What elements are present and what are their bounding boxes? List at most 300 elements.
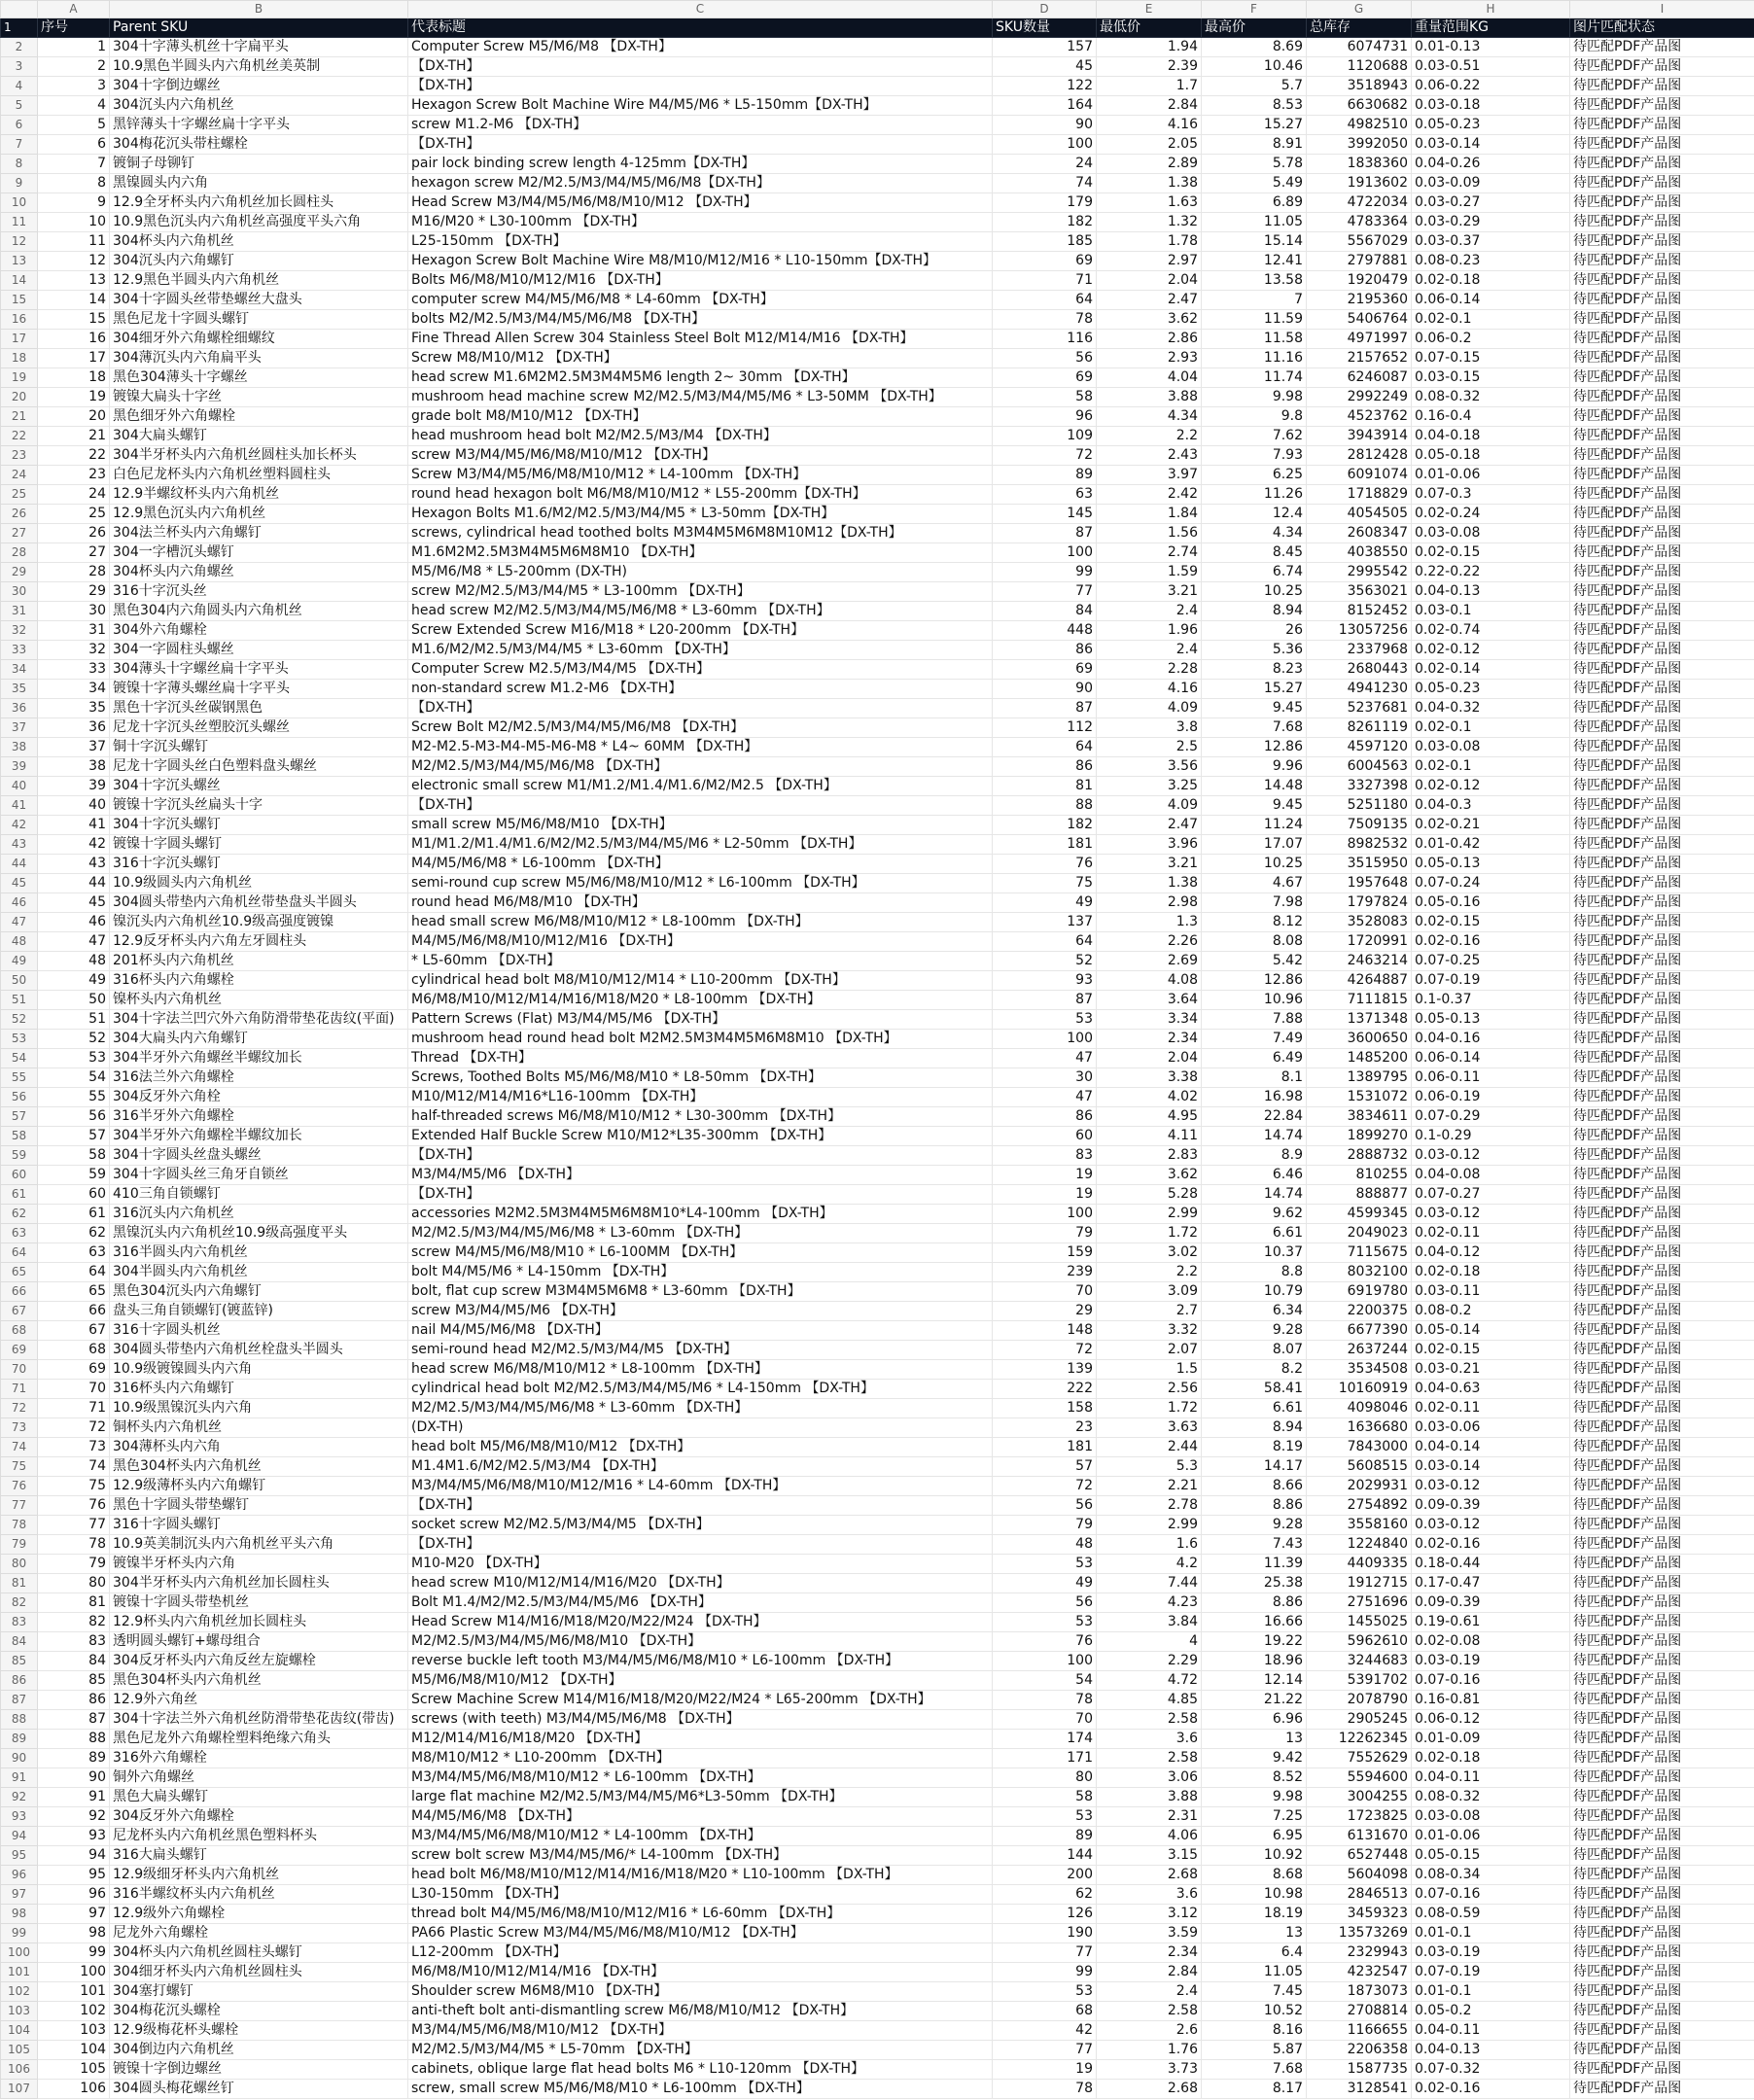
cell-total-stock[interactable]: 7115675	[1307, 1243, 1412, 1263]
cell-image-status[interactable]: 待匹配PDF产品图	[1570, 1166, 1754, 1185]
column-letter-e[interactable]: E	[1097, 1, 1202, 18]
cell-sku-count[interactable]: 60	[993, 1127, 1097, 1146]
cell-min-price[interactable]: 2.56	[1097, 1380, 1202, 1399]
cell-sku-count[interactable]: 19	[993, 1185, 1097, 1205]
cell-total-stock[interactable]: 3558160	[1307, 1516, 1412, 1535]
cell-total-stock[interactable]: 3943914	[1307, 427, 1412, 446]
row-number[interactable]: 13	[1, 252, 38, 271]
cell-total-stock[interactable]: 3563021	[1307, 582, 1412, 602]
cell-weight-range[interactable]: 0.03-0.08	[1412, 524, 1570, 543]
cell-weight-range[interactable]: 0.19-0.61	[1412, 1613, 1570, 1632]
cell-image-status[interactable]: 待匹配PDF产品图	[1570, 718, 1754, 738]
cell-weight-range[interactable]: 0.03-0.21	[1412, 1360, 1570, 1380]
row-number[interactable]: 79	[1, 1535, 38, 1555]
cell-image-status[interactable]: 待匹配PDF产品图	[1570, 932, 1754, 952]
cell-total-stock[interactable]: 1389795	[1307, 1068, 1412, 1088]
cell-weight-range[interactable]: 0.02-0.74	[1412, 621, 1570, 641]
cell-sku-count[interactable]: 19	[993, 1166, 1097, 1185]
cell-image-status[interactable]: 待匹配PDF产品图	[1570, 135, 1754, 155]
cell-max-price[interactable]: 10.25	[1202, 582, 1307, 602]
cell-min-price[interactable]: 2.86	[1097, 330, 1202, 349]
cell-weight-range[interactable]: 0.08-0.23	[1412, 252, 1570, 271]
cell-parent-sku[interactable]: 304十字法兰外六角机丝防滑带垫花齿纹(带齿)	[110, 1710, 408, 1730]
cell-sku-count[interactable]: 79	[993, 1224, 1097, 1243]
cell-max-price[interactable]: 10.96	[1202, 991, 1307, 1010]
cell-image-status[interactable]: 待匹配PDF产品图	[1570, 1905, 1754, 1924]
cell-parent-sku[interactable]: 黑色304内六角圆头内六角机丝	[110, 602, 408, 621]
cell-min-price[interactable]: 2.31	[1097, 1807, 1202, 1827]
row-number[interactable]: 81	[1, 1574, 38, 1593]
cell-index[interactable]: 24	[38, 485, 110, 505]
cell-total-stock[interactable]: 6630682	[1307, 96, 1412, 116]
row-number[interactable]: 106	[1, 2060, 38, 2080]
cell-total-stock[interactable]: 4722034	[1307, 193, 1412, 213]
cell-total-stock[interactable]: 1957648	[1307, 874, 1412, 893]
row-number[interactable]: 56	[1, 1088, 38, 1107]
cell-weight-range[interactable]: 0.03-0.19	[1412, 1652, 1570, 1671]
cell-min-price[interactable]: 3.59	[1097, 1924, 1202, 1943]
cell-title[interactable]: Screw Bolt M2/M2.5/M3/M4/M5/M6/M8 【DX-TH】	[408, 718, 993, 738]
cell-max-price[interactable]: 14.48	[1202, 777, 1307, 796]
cell-max-price[interactable]: 6.61	[1202, 1224, 1307, 1243]
cell-sku-count[interactable]: 53	[993, 1010, 1097, 1030]
cell-weight-range[interactable]: 0.18-0.44	[1412, 1555, 1570, 1574]
cell-sku-count[interactable]: 99	[993, 563, 1097, 582]
cell-max-price[interactable]: 11.05	[1202, 213, 1307, 232]
cell-sku-count[interactable]: 78	[993, 2080, 1097, 2099]
cell-sku-count[interactable]: 145	[993, 505, 1097, 524]
cell-weight-range[interactable]: 0.01-0.06	[1412, 466, 1570, 485]
cell-sku-count[interactable]: 190	[993, 1924, 1097, 1943]
cell-min-price[interactable]: 2.74	[1097, 543, 1202, 563]
cell-min-price[interactable]: 3.62	[1097, 1166, 1202, 1185]
cell-index[interactable]: 7	[38, 155, 110, 174]
cell-max-price[interactable]: 10.92	[1202, 1846, 1307, 1866]
cell-total-stock[interactable]: 2463214	[1307, 952, 1412, 971]
cell-index[interactable]: 49	[38, 971, 110, 991]
cell-title[interactable]: round head M6/M8/M10 【DX-TH】	[408, 893, 993, 913]
row-number[interactable]: 71	[1, 1380, 38, 1399]
cell-weight-range[interactable]: 0.04-0.3	[1412, 796, 1570, 816]
cell-weight-range[interactable]: 0.01-0.1	[1412, 1924, 1570, 1943]
cell-sku-count[interactable]: 62	[993, 1885, 1097, 1905]
cell-sku-count[interactable]: 89	[993, 466, 1097, 485]
cell-min-price[interactable]: 3.21	[1097, 582, 1202, 602]
header-cell-image-status[interactable]: 图片匹配状态	[1570, 18, 1754, 38]
cell-total-stock[interactable]: 3244683	[1307, 1652, 1412, 1671]
cell-image-status[interactable]: 待匹配PDF产品图	[1570, 1807, 1754, 1827]
cell-max-price[interactable]: 15.27	[1202, 680, 1307, 699]
cell-min-price[interactable]: 1.78	[1097, 232, 1202, 252]
cell-parent-sku[interactable]: 黑镍圆头内六角	[110, 174, 408, 193]
cell-weight-range[interactable]: 0.02-0.15	[1412, 913, 1570, 932]
cell-weight-range[interactable]: 0.04-0.11	[1412, 1768, 1570, 1788]
row-number[interactable]: 57	[1, 1107, 38, 1127]
cell-parent-sku[interactable]: 尼龙杯头内六角机丝黑色塑料杯头	[110, 1827, 408, 1846]
cell-sku-count[interactable]: 74	[993, 174, 1097, 193]
cell-parent-sku[interactable]: 304半牙杯头内六角机丝加长圆柱头	[110, 1574, 408, 1593]
cell-title[interactable]: 【DX-TH】	[408, 699, 993, 718]
cell-title[interactable]: pair lock binding screw length 4-125mm【DX-TH】	[408, 155, 993, 174]
cell-parent-sku[interactable]: 尼龙十字圆头丝白色塑料盘头螺丝	[110, 757, 408, 777]
cell-max-price[interactable]: 5.36	[1202, 641, 1307, 660]
cell-total-stock[interactable]: 1913602	[1307, 174, 1412, 193]
cell-min-price[interactable]: 2.4	[1097, 602, 1202, 621]
cell-index[interactable]: 93	[38, 1827, 110, 1846]
cell-parent-sku[interactable]: 10.9黑色半圆头内六角机丝美英制	[110, 57, 408, 77]
cell-weight-range[interactable]: 0.09-0.39	[1412, 1496, 1570, 1516]
cell-total-stock[interactable]: 888877	[1307, 1185, 1412, 1205]
cell-title[interactable]: electronic small screw M1/M1.2/M1.4/M1.6/M2/M2.5 【DX-TH】	[408, 777, 993, 796]
cell-parent-sku[interactable]: 12.9杯头内六角机丝加长圆柱头	[110, 1613, 408, 1632]
cell-index[interactable]: 89	[38, 1749, 110, 1768]
cell-sku-count[interactable]: 45	[993, 57, 1097, 77]
cell-max-price[interactable]: 14.74	[1202, 1185, 1307, 1205]
cell-min-price[interactable]: 1.72	[1097, 1399, 1202, 1418]
cell-max-price[interactable]: 5.49	[1202, 174, 1307, 193]
cell-weight-range[interactable]: 0.17-0.47	[1412, 1574, 1570, 1593]
cell-parent-sku[interactable]: 304细牙杯头内六角机丝圆柱头	[110, 1963, 408, 1982]
cell-parent-sku[interactable]: 304半牙杯头内六角机丝圆柱头加长杯头	[110, 446, 408, 466]
row-number[interactable]: 95	[1, 1846, 38, 1866]
row-number[interactable]: 107	[1, 2080, 38, 2099]
cell-parent-sku[interactable]: 316大扁头螺钉	[110, 1846, 408, 1866]
row-number[interactable]: 25	[1, 485, 38, 505]
cell-sku-count[interactable]: 49	[993, 1574, 1097, 1593]
cell-title[interactable]: Shoulder screw M6M8/M10 【DX-TH】	[408, 1982, 993, 2002]
cell-sku-count[interactable]: 100	[993, 1030, 1097, 1049]
cell-weight-range[interactable]: 0.02-0.08	[1412, 1632, 1570, 1652]
cell-image-status[interactable]: 待匹配PDF产品图	[1570, 1963, 1754, 1982]
cell-parent-sku[interactable]: 304一字槽沉头螺钉	[110, 543, 408, 563]
cell-weight-range[interactable]: 0.04-0.13	[1412, 582, 1570, 602]
cell-total-stock[interactable]: 5391702	[1307, 1671, 1412, 1691]
cell-image-status[interactable]: 待匹配PDF产品图	[1570, 1205, 1754, 1224]
cell-sku-count[interactable]: 144	[993, 1846, 1097, 1866]
cell-index[interactable]: 14	[38, 291, 110, 310]
cell-min-price[interactable]: 3.34	[1097, 1010, 1202, 1030]
row-number[interactable]: 77	[1, 1496, 38, 1516]
cell-image-status[interactable]: 待匹配PDF产品图	[1570, 271, 1754, 291]
cell-title[interactable]: M3/M4/M5/M6 【DX-TH】	[408, 1166, 993, 1185]
cell-parent-sku[interactable]: 白色尼龙杯头内六角机丝塑料圆柱头	[110, 466, 408, 485]
cell-title[interactable]: mushroom head round head bolt M2M2.5M3M4M5M6M8M10 【DX-TH】	[408, 1030, 993, 1049]
cell-min-price[interactable]: 1.56	[1097, 524, 1202, 543]
cell-index[interactable]: 45	[38, 893, 110, 913]
cell-index[interactable]: 12	[38, 252, 110, 271]
cell-image-status[interactable]: 待匹配PDF产品图	[1570, 252, 1754, 271]
cell-max-price[interactable]: 11.05	[1202, 1963, 1307, 1982]
cell-sku-count[interactable]: 100	[993, 1652, 1097, 1671]
cell-max-price[interactable]: 11.58	[1202, 330, 1307, 349]
cell-max-price[interactable]: 8.86	[1202, 1593, 1307, 1613]
cell-image-status[interactable]: 待匹配PDF产品图	[1570, 1399, 1754, 1418]
cell-min-price[interactable]: 3.62	[1097, 310, 1202, 330]
cell-sku-count[interactable]: 75	[993, 874, 1097, 893]
cell-total-stock[interactable]: 2995542	[1307, 563, 1412, 582]
cell-index[interactable]: 3	[38, 77, 110, 96]
cell-index[interactable]: 72	[38, 1418, 110, 1438]
cell-total-stock[interactable]: 3534508	[1307, 1360, 1412, 1380]
cell-index[interactable]: 91	[38, 1788, 110, 1807]
cell-sku-count[interactable]: 56	[993, 1593, 1097, 1613]
cell-parent-sku[interactable]: 黑色304沉头内六角螺钉	[110, 1282, 408, 1302]
cell-image-status[interactable]: 待匹配PDF产品图	[1570, 835, 1754, 855]
cell-index[interactable]: 69	[38, 1360, 110, 1380]
cell-total-stock[interactable]: 5594600	[1307, 1768, 1412, 1788]
cell-min-price[interactable]: 2.34	[1097, 1030, 1202, 1049]
cell-index[interactable]: 84	[38, 1652, 110, 1671]
cell-max-price[interactable]: 8.07	[1202, 1341, 1307, 1360]
cell-image-status[interactable]: 待匹配PDF产品图	[1570, 1302, 1754, 1321]
cell-sku-count[interactable]: 48	[993, 1535, 1097, 1555]
cell-title[interactable]: cabinets, oblique large flat head bolts M6 * L10-120mm 【DX-TH】	[408, 2060, 993, 2080]
cell-index[interactable]: 73	[38, 1438, 110, 1457]
row-number[interactable]: 7	[1, 135, 38, 155]
cell-max-price[interactable]: 8.08	[1202, 932, 1307, 952]
cell-max-price[interactable]: 7.43	[1202, 1535, 1307, 1555]
cell-weight-range[interactable]: 0.07-0.25	[1412, 952, 1570, 971]
cell-min-price[interactable]: 3.96	[1097, 835, 1202, 855]
cell-sku-count[interactable]: 69	[993, 368, 1097, 388]
cell-index[interactable]: 13	[38, 271, 110, 291]
row-number[interactable]: 2	[1, 38, 38, 57]
row-number[interactable]: 38	[1, 738, 38, 757]
cell-parent-sku[interactable]: 铜十字沉头螺钉	[110, 738, 408, 757]
cell-min-price[interactable]: 2.58	[1097, 1749, 1202, 1768]
cell-max-price[interactable]: 11.16	[1202, 349, 1307, 368]
header-cell-total-stock[interactable]: 总库存	[1307, 18, 1412, 38]
cell-title[interactable]: Screw Machine Screw M14/M16/M18/M20/M22/M24 * L65-200mm 【DX-TH】	[408, 1691, 993, 1710]
cell-min-price[interactable]: 3.15	[1097, 1846, 1202, 1866]
cell-parent-sku[interactable]: 304大扁头螺钉	[110, 427, 408, 446]
cell-weight-range[interactable]: 0.02-0.18	[1412, 1749, 1570, 1768]
cell-index[interactable]: 48	[38, 952, 110, 971]
row-number[interactable]: 46	[1, 893, 38, 913]
cell-min-price[interactable]: 1.72	[1097, 1224, 1202, 1243]
cell-index[interactable]: 44	[38, 874, 110, 893]
cell-parent-sku[interactable]: 316十字沉头螺钉	[110, 855, 408, 874]
cell-weight-range[interactable]: 0.07-0.32	[1412, 2060, 1570, 2080]
cell-index[interactable]: 94	[38, 1846, 110, 1866]
cell-weight-range[interactable]: 0.05-0.13	[1412, 855, 1570, 874]
cell-min-price[interactable]: 4.11	[1097, 1127, 1202, 1146]
column-letter-a[interactable]: A	[38, 1, 110, 18]
cell-min-price[interactable]: 4.95	[1097, 1107, 1202, 1127]
cell-image-status[interactable]: 待匹配PDF产品图	[1570, 1710, 1754, 1730]
cell-weight-range[interactable]: 0.05-0.23	[1412, 680, 1570, 699]
cell-image-status[interactable]: 待匹配PDF产品图	[1570, 757, 1754, 777]
cell-total-stock[interactable]: 3600650	[1307, 1030, 1412, 1049]
row-number[interactable]: 74	[1, 1438, 38, 1457]
cell-max-price[interactable]: 12.86	[1202, 971, 1307, 991]
cell-title[interactable]: Hexagon Screw Bolt Machine Wire M8/M10/M12/M16 * L10-150mm【DX-TH】	[408, 252, 993, 271]
cell-total-stock[interactable]: 4098046	[1307, 1399, 1412, 1418]
cell-total-stock[interactable]: 2751696	[1307, 1593, 1412, 1613]
cell-sku-count[interactable]: 76	[993, 855, 1097, 874]
row-number[interactable]: 20	[1, 388, 38, 407]
cell-max-price[interactable]: 6.25	[1202, 466, 1307, 485]
cell-index[interactable]: 29	[38, 582, 110, 602]
cell-parent-sku[interactable]: 镍杯头内六角机丝	[110, 991, 408, 1010]
cell-max-price[interactable]: 7.62	[1202, 427, 1307, 446]
cell-index[interactable]: 63	[38, 1243, 110, 1263]
cell-parent-sku[interactable]: 12.9黑色沉头内六角机丝	[110, 505, 408, 524]
cell-parent-sku[interactable]: 铜杯头内六角机丝	[110, 1418, 408, 1438]
cell-weight-range[interactable]: 0.04-0.08	[1412, 1166, 1570, 1185]
cell-weight-range[interactable]: 0.05-0.14	[1412, 1321, 1570, 1341]
cell-image-status[interactable]: 待匹配PDF产品图	[1570, 738, 1754, 757]
cell-parent-sku[interactable]: 304圆头梅花螺丝钉	[110, 2080, 408, 2099]
cell-total-stock[interactable]: 7552629	[1307, 1749, 1412, 1768]
cell-index[interactable]: 22	[38, 446, 110, 466]
cell-total-stock[interactable]: 2992249	[1307, 388, 1412, 407]
cell-image-status[interactable]: 待匹配PDF产品图	[1570, 777, 1754, 796]
cell-max-price[interactable]: 13	[1202, 1730, 1307, 1749]
cell-title[interactable]: head screw M1.6M2M2.5M3M4M5M6 length 2~ 30mm 【DX-TH】	[408, 368, 993, 388]
cell-title[interactable]: M1.6/M2/M2.5/M3/M4/M5 * L3-60mm 【DX-TH】	[408, 641, 993, 660]
cell-index[interactable]: 77	[38, 1516, 110, 1535]
cell-image-status[interactable]: 待匹配PDF产品图	[1570, 2002, 1754, 2021]
cell-sku-count[interactable]: 157	[993, 38, 1097, 57]
cell-total-stock[interactable]: 7111815	[1307, 991, 1412, 1010]
cell-index[interactable]: 55	[38, 1088, 110, 1107]
cell-index[interactable]: 87	[38, 1710, 110, 1730]
cell-weight-range[interactable]: 0.07-0.16	[1412, 1885, 1570, 1905]
cell-max-price[interactable]: 9.98	[1202, 388, 1307, 407]
row-number[interactable]: 37	[1, 718, 38, 738]
row-number[interactable]: 62	[1, 1205, 38, 1224]
cell-parent-sku[interactable]: 316法兰外六角螺栓	[110, 1068, 408, 1088]
cell-sku-count[interactable]: 64	[993, 738, 1097, 757]
cell-max-price[interactable]: 8.94	[1202, 602, 1307, 621]
cell-weight-range[interactable]: 0.03-0.27	[1412, 193, 1570, 213]
cell-max-price[interactable]: 14.17	[1202, 1457, 1307, 1477]
cell-max-price[interactable]: 9.45	[1202, 796, 1307, 816]
cell-parent-sku[interactable]: 316沉头内六角机丝	[110, 1205, 408, 1224]
row-number[interactable]: 104	[1, 2021, 38, 2041]
cell-sku-count[interactable]: 179	[993, 193, 1097, 213]
cell-weight-range[interactable]: 0.03-0.12	[1412, 1516, 1570, 1535]
cell-total-stock[interactable]: 2754892	[1307, 1496, 1412, 1516]
cell-min-price[interactable]: 2.58	[1097, 2002, 1202, 2021]
cell-sku-count[interactable]: 87	[993, 524, 1097, 543]
cell-image-status[interactable]: 待匹配PDF产品图	[1570, 407, 1754, 427]
cell-parent-sku[interactable]: 镀镍十字沉头丝扁头十字	[110, 796, 408, 816]
cell-max-price[interactable]: 16.66	[1202, 1613, 1307, 1632]
cell-min-price[interactable]: 4.02	[1097, 1088, 1202, 1107]
cell-total-stock[interactable]: 5251180	[1307, 796, 1412, 816]
cell-title[interactable]: thread bolt M4/M5/M6/M8/M10/M12/M16 * L6-60mm 【DX-TH】	[408, 1905, 993, 1924]
cell-index[interactable]: 104	[38, 2041, 110, 2060]
cell-parent-sku[interactable]: 镀镍十字圆头螺钉	[110, 835, 408, 855]
cell-weight-range[interactable]: 0.07-0.15	[1412, 349, 1570, 368]
cell-min-price[interactable]: 2.04	[1097, 1049, 1202, 1068]
cell-max-price[interactable]: 17.07	[1202, 835, 1307, 855]
cell-image-status[interactable]: 待匹配PDF产品图	[1570, 2041, 1754, 2060]
cell-total-stock[interactable]: 2680443	[1307, 660, 1412, 680]
cell-sku-count[interactable]: 171	[993, 1749, 1097, 1768]
cell-image-status[interactable]: 待匹配PDF产品图	[1570, 952, 1754, 971]
cell-parent-sku[interactable]: 黑色十字沉头丝碳钢黑色	[110, 699, 408, 718]
row-number[interactable]: 65	[1, 1263, 38, 1282]
cell-max-price[interactable]: 12.86	[1202, 738, 1307, 757]
cell-max-price[interactable]: 10.46	[1202, 57, 1307, 77]
cell-max-price[interactable]: 6.96	[1202, 1710, 1307, 1730]
cell-parent-sku[interactable]: 镍沉头内六角机丝10.9级高强度镀镍	[110, 913, 408, 932]
row-number[interactable]: 45	[1, 874, 38, 893]
cell-max-price[interactable]: 7.25	[1202, 1807, 1307, 1827]
cell-parent-sku[interactable]: 黑色大扁头螺钉	[110, 1788, 408, 1807]
cell-total-stock[interactable]: 1718829	[1307, 485, 1412, 505]
cell-weight-range[interactable]: 0.03-0.14	[1412, 1457, 1570, 1477]
row-number[interactable]: 30	[1, 582, 38, 602]
cell-title[interactable]: screws (with teeth) M3/M4/M5/M6/M8 【DX-TH】	[408, 1710, 993, 1730]
cell-max-price[interactable]: 8.94	[1202, 1418, 1307, 1438]
cell-image-status[interactable]: 待匹配PDF产品图	[1570, 485, 1754, 505]
cell-image-status[interactable]: 待匹配PDF产品图	[1570, 232, 1754, 252]
cell-parent-sku[interactable]: 304沉头内六角机丝	[110, 96, 408, 116]
cell-max-price[interactable]: 10.79	[1202, 1282, 1307, 1302]
cell-min-price[interactable]: 2.05	[1097, 135, 1202, 155]
cell-image-status[interactable]: 待匹配PDF产品图	[1570, 388, 1754, 407]
cell-weight-range[interactable]: 0.04-0.11	[1412, 2021, 1570, 2041]
cell-parent-sku[interactable]: 304十字沉头螺钉	[110, 816, 408, 835]
cell-total-stock[interactable]: 2846513	[1307, 1885, 1412, 1905]
cell-max-price[interactable]: 9.62	[1202, 1205, 1307, 1224]
cell-total-stock[interactable]: 8982532	[1307, 835, 1412, 855]
cell-index[interactable]: 19	[38, 388, 110, 407]
cell-min-price[interactable]: 1.7	[1097, 77, 1202, 96]
cell-title[interactable]: Fine Thread Allen Screw 304 Stainless Steel Bolt M12/M14/M16 【DX-TH】	[408, 330, 993, 349]
row-number[interactable]: 6	[1, 116, 38, 135]
cell-parent-sku[interactable]: 304薄杯头内六角	[110, 1438, 408, 1457]
cell-total-stock[interactable]: 1166655	[1307, 2021, 1412, 2041]
cell-index[interactable]: 88	[38, 1730, 110, 1749]
cell-title[interactable]: computer screw M4/M5/M6/M8 * L4-60mm 【DX-TH】	[408, 291, 993, 310]
cell-total-stock[interactable]: 1920479	[1307, 271, 1412, 291]
cell-max-price[interactable]: 7.68	[1202, 2060, 1307, 2080]
cell-sku-count[interactable]: 78	[993, 310, 1097, 330]
cell-title[interactable]: Head Screw M3/M4/M5/M6/M8/M10/M12 【DX-TH】	[408, 193, 993, 213]
cell-sku-count[interactable]: 68	[993, 2002, 1097, 2021]
row-number[interactable]: 88	[1, 1710, 38, 1730]
cell-min-price[interactable]: 1.6	[1097, 1535, 1202, 1555]
cell-image-status[interactable]: 待匹配PDF产品图	[1570, 77, 1754, 96]
cell-total-stock[interactable]: 2608347	[1307, 524, 1412, 543]
row-number[interactable]: 64	[1, 1243, 38, 1263]
cell-title[interactable]: 【DX-TH】	[408, 1535, 993, 1555]
cell-min-price[interactable]: 3.38	[1097, 1068, 1202, 1088]
cell-parent-sku[interactable]: 10.9黑色沉头内六角机丝高强度平头六角	[110, 213, 408, 232]
cell-sku-count[interactable]: 87	[993, 991, 1097, 1010]
cell-image-status[interactable]: 待匹配PDF产品图	[1570, 1010, 1754, 1030]
cell-min-price[interactable]: 3.63	[1097, 1418, 1202, 1438]
cell-sku-count[interactable]: 57	[993, 1457, 1097, 1477]
cell-weight-range[interactable]: 0.04-0.26	[1412, 155, 1570, 174]
select-all-corner[interactable]	[1, 1, 38, 18]
cell-index[interactable]: 27	[38, 543, 110, 563]
cell-parent-sku[interactable]: 410三角自锁螺钉	[110, 1185, 408, 1205]
cell-title[interactable]: L25-150mm 【DX-TH】	[408, 232, 993, 252]
cell-parent-sku[interactable]: 316杯头内六角螺钉	[110, 1380, 408, 1399]
cell-title[interactable]: screw M4/M5/M6/M8/M10 * L6-100MM 【DX-TH】	[408, 1243, 993, 1263]
cell-parent-sku[interactable]: 304梅花沉头带柱螺栓	[110, 135, 408, 155]
cell-image-status[interactable]: 待匹配PDF产品图	[1570, 602, 1754, 621]
cell-sku-count[interactable]: 86	[993, 757, 1097, 777]
cell-weight-range[interactable]: 0.07-0.27	[1412, 1185, 1570, 1205]
cell-index[interactable]: 58	[38, 1146, 110, 1166]
